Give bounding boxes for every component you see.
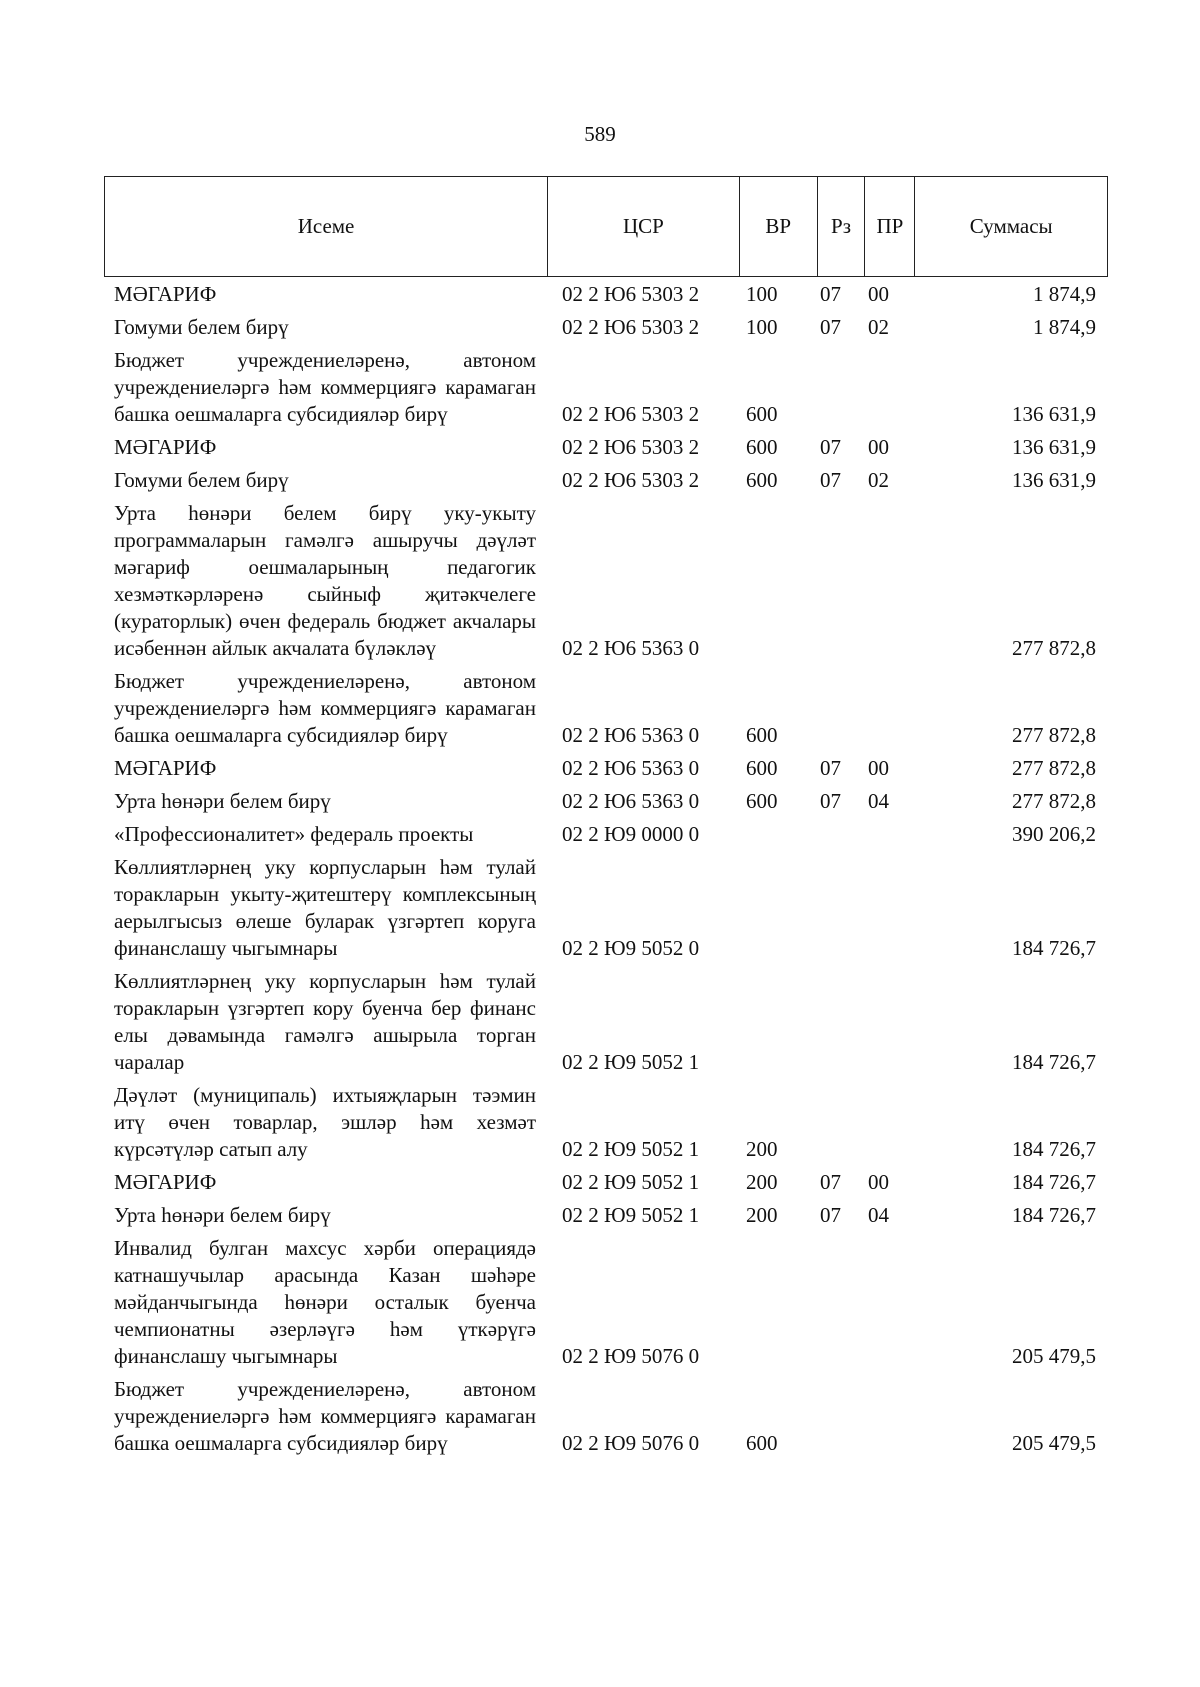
cell-sum: 277 872,8 — [1012, 789, 1096, 813]
cell-pr: 04 — [868, 789, 889, 813]
header-name: Исеме — [105, 177, 548, 276]
cell-pr: 00 — [868, 756, 889, 780]
cell-name: «Профессионалитет» федераль проекты — [114, 822, 474, 846]
cell-csr: 02 2 Ю9 5076 0 — [562, 1431, 700, 1455]
cell-name: Бюджет учреждениеләренә, автоном учреждениеләргә һәм коммерциягә карамаган башка оешмаларга субсидияләр бирү — [114, 669, 536, 747]
table-row — [104, 434, 1108, 461]
cell-vr: 600 — [746, 1431, 778, 1455]
cell-csr: 02 2 Ю6 5303 2 — [562, 315, 700, 339]
cell-vr: 100 — [746, 315, 778, 339]
cell-name: МӘГАРИФ — [114, 1170, 217, 1194]
table-row — [104, 1169, 1108, 1196]
cell-vr: 600 — [746, 789, 778, 813]
cell-vr: 200 — [746, 1170, 778, 1194]
cell-sum: 390 206,2 — [1012, 822, 1096, 846]
cell-csr: 02 2 Ю6 5363 0 — [562, 789, 700, 813]
table-row — [104, 788, 1108, 815]
cell-name: Урта һөнәри белем бирү — [114, 1203, 331, 1227]
cell-sum: 184 726,7 — [1012, 1170, 1096, 1194]
cell-sum: 277 872,8 — [1012, 723, 1096, 747]
table-row — [104, 500, 1108, 662]
cell-csr: 02 2 Ю9 0000 0 — [562, 822, 700, 846]
cell-pr: 00 — [868, 1170, 889, 1194]
cell-rz: 07 — [820, 435, 841, 459]
cell-sum: 184 726,7 — [1012, 1050, 1096, 1074]
cell-sum: 184 726,7 — [1012, 936, 1096, 960]
cell-vr: 600 — [746, 756, 778, 780]
cell-rz: 07 — [820, 1170, 841, 1194]
cell-rz: 07 — [820, 1203, 841, 1227]
cell-pr: 02 — [868, 315, 889, 339]
cell-vr: 200 — [746, 1203, 778, 1227]
table-row — [104, 281, 1108, 308]
cell-name: МӘГАРИФ — [114, 435, 217, 459]
cell-name: Көллиятләрнең уку корпусларын һәм тулай торакларын укыту-җитештерү комплексының аерылгысыз өлеше буларак үзгәртеп коруга финанслашу чыгымнары — [114, 855, 536, 960]
table-row — [104, 668, 1108, 749]
cell-csr: 02 2 Ю6 5303 2 — [562, 435, 700, 459]
cell-rz: 07 — [820, 315, 841, 339]
header-vr: ВР — [740, 177, 818, 276]
cell-sum: 136 631,9 — [1012, 435, 1096, 459]
cell-name: Көллиятләрнең уку корпусларын һәм тулай торакларын үзгәртеп кору буенча бер финанс елы дәвамында гамәлгә ашырыла торган чаралар — [114, 969, 536, 1074]
table-row — [104, 1235, 1108, 1370]
table-row — [104, 1202, 1108, 1229]
cell-rz: 07 — [820, 756, 841, 780]
cell-name: Инвалид булган махсус хәрби операциядә катнашучылар арасында Казан шәһәре мәйданчыгында һөнәри осталык буенча чемпионатны әзерләүгә һәм үткәрүгә финанслашу чыгымнары — [114, 1236, 536, 1368]
cell-pr: 00 — [868, 435, 889, 459]
page-number: 589 — [584, 122, 616, 146]
cell-sum: 1 874,9 — [1033, 282, 1096, 306]
table-row — [104, 854, 1108, 962]
cell-name: Гомуми белем бирү — [114, 468, 289, 492]
cell-csr: 02 2 Ю9 5052 1 — [562, 1137, 700, 1161]
cell-name: Урта һөнәри белем бирү — [114, 789, 331, 813]
cell-csr: 02 2 Ю9 5076 0 — [562, 1344, 700, 1368]
header-pr: ПР — [865, 177, 915, 276]
header-rz: Рз — [818, 177, 866, 276]
cell-sum: 277 872,8 — [1012, 756, 1096, 780]
table-row — [104, 1376, 1108, 1457]
cell-csr: 02 2 Ю9 5052 1 — [562, 1203, 700, 1227]
cell-csr: 02 2 Ю6 5363 0 — [562, 723, 700, 747]
cell-name: Урта һөнәри белем бирү уку-укыту программаларын гамәлгә ашыручы дәүләт мәгариф оешмаларының педагогик хезмәткәрләренә сыйныф җитәкчелеге (кураторлык) өчен федераль бюджет акчалары исәбеннән айлык акчалата бүләкләү — [114, 501, 536, 660]
header-csr: ЦСР — [548, 177, 740, 276]
table-row — [104, 347, 1108, 428]
table-body — [104, 281, 1108, 1463]
cell-rz: 07 — [820, 789, 841, 813]
cell-pr: 04 — [868, 1203, 889, 1227]
cell-pr: 00 — [868, 282, 889, 306]
cell-name: МӘГАРИФ — [114, 756, 217, 780]
cell-csr: 02 2 Ю6 5363 0 — [562, 636, 700, 660]
cell-sum: 184 726,7 — [1012, 1203, 1096, 1227]
cell-name: Бюджет учреждениеләренә, автоном учреждениеләргә һәм коммерциягә карамаган башка оешмаларга субсидияләр бирү — [114, 1377, 536, 1455]
cell-sum: 136 631,9 — [1012, 468, 1096, 492]
cell-vr: 600 — [746, 435, 778, 459]
cell-vr: 600 — [746, 468, 778, 492]
table-row — [104, 968, 1108, 1076]
cell-vr: 100 — [746, 282, 778, 306]
cell-csr: 02 2 Ю9 5052 1 — [562, 1050, 700, 1074]
cell-vr: 600 — [746, 402, 778, 426]
cell-sum: 205 479,5 — [1012, 1431, 1096, 1455]
table-row — [104, 1082, 1108, 1163]
cell-csr: 02 2 Ю9 5052 1 — [562, 1170, 700, 1194]
cell-sum: 136 631,9 — [1012, 402, 1096, 426]
table-row — [104, 755, 1108, 782]
cell-csr: 02 2 Ю6 5303 2 — [562, 402, 700, 426]
table-row — [104, 821, 1108, 848]
cell-pr: 02 — [868, 468, 889, 492]
cell-name: Дәүләт (муниципаль) ихтыяҗларын тәэмин итү өчен товарлар, эшләр һәм хезмәт күрсәтүләр сатып алу — [114, 1083, 536, 1161]
cell-sum: 184 726,7 — [1012, 1137, 1096, 1161]
cell-csr: 02 2 Ю9 5052 0 — [562, 936, 700, 960]
cell-csr: 02 2 Ю6 5303 2 — [562, 468, 700, 492]
header-sum: Суммасы — [969, 214, 1053, 238]
cell-vr: 200 — [746, 1137, 778, 1161]
cell-rz: 07 — [820, 282, 841, 306]
cell-csr: 02 2 Ю6 5303 2 — [562, 282, 700, 306]
table-row — [104, 314, 1108, 341]
cell-name: Гомуми белем бирү — [114, 315, 289, 339]
cell-vr: 600 — [746, 723, 778, 747]
cell-rz: 07 — [820, 468, 841, 492]
cell-csr: 02 2 Ю6 5363 0 — [562, 756, 700, 780]
table-row — [104, 467, 1108, 494]
cell-sum: 277 872,8 — [1012, 636, 1096, 660]
cell-sum: 1 874,9 — [1033, 315, 1096, 339]
cell-name: МӘГАРИФ — [114, 282, 217, 306]
cell-sum: 205 479,5 — [1012, 1344, 1096, 1368]
table-header — [104, 176, 1108, 277]
cell-name: Бюджет учреждениеләренә, автоном учреждениеләргә һәм коммерциягә карамаган башка оешмаларга субсидияләр бирү — [114, 348, 536, 426]
